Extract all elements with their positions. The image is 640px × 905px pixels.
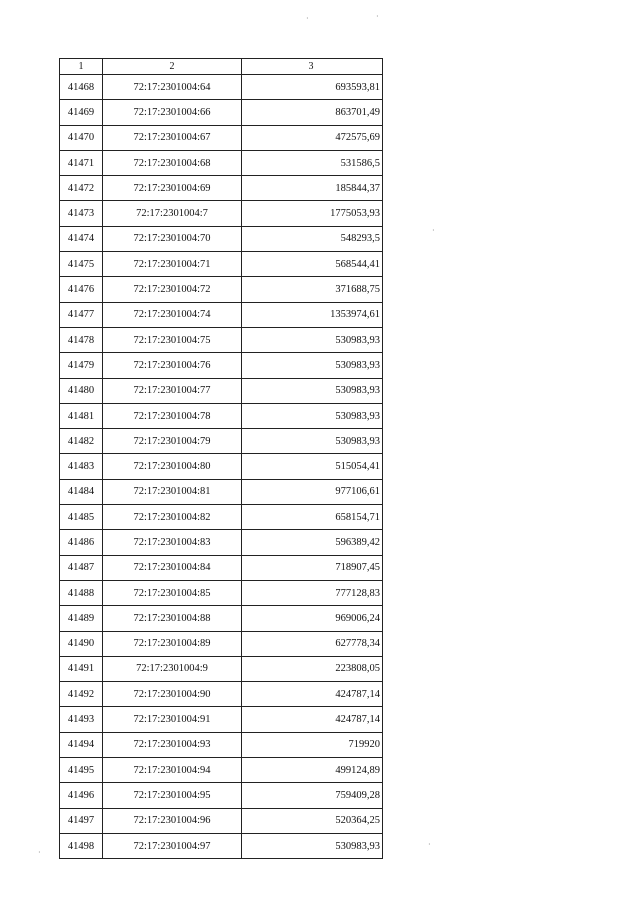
table-row xyxy=(60,150,383,175)
table-row xyxy=(60,176,383,201)
cadastral-number-cell: 72:17:2301004:67 xyxy=(103,125,242,150)
cadastral-number-cell: 72:17:2301004:68 xyxy=(103,150,242,175)
value-cell: 627778,34 xyxy=(242,631,383,656)
row-number-cell: 41479 xyxy=(60,353,103,378)
value-cell: 568544,41 xyxy=(242,252,383,277)
table-row xyxy=(60,429,383,454)
value-cell: 693593,81 xyxy=(242,75,383,100)
cadastral-number-cell: 72:17:2301004:88 xyxy=(103,606,242,631)
cadastral-number-cell: 72:17:2301004:94 xyxy=(103,758,242,783)
table-row xyxy=(60,530,383,555)
row-number-cell: 41497 xyxy=(60,808,103,833)
column-header: 3 xyxy=(242,59,383,75)
table-row xyxy=(60,555,383,580)
table-row xyxy=(60,378,383,403)
value-cell: 424787,14 xyxy=(242,682,383,707)
cadastral-number-cell: 72:17:2301004:85 xyxy=(103,580,242,605)
value-cell: 424787,14 xyxy=(242,707,383,732)
row-number-cell: 41493 xyxy=(60,707,103,732)
table-row xyxy=(60,656,383,681)
column-header: 1 xyxy=(60,59,103,75)
value-cell: 548293,5 xyxy=(242,226,383,251)
row-number-cell: 41487 xyxy=(60,555,103,580)
value-cell: 596389,42 xyxy=(242,530,383,555)
value-cell: 530983,93 xyxy=(242,327,383,352)
table-row xyxy=(60,631,383,656)
table-row xyxy=(60,833,383,858)
cadastral-number-cell: 72:17:2301004:77 xyxy=(103,378,242,403)
cadastral-number-cell: 72:17:2301004:81 xyxy=(103,479,242,504)
value-cell: 759409,28 xyxy=(242,783,383,808)
cadastral-number-cell: 72:17:2301004:78 xyxy=(103,403,242,428)
table-row xyxy=(60,732,383,757)
cadastral-number-cell: 72:17:2301004:7 xyxy=(103,201,242,226)
cadastral-number-cell: 72:17:2301004:69 xyxy=(103,176,242,201)
cadastral-number-cell: 72:17:2301004:64 xyxy=(103,75,242,100)
cadastral-number-cell: 72:17:2301004:91 xyxy=(103,707,242,732)
value-cell: 977106,61 xyxy=(242,479,383,504)
cadastral-number-cell: 72:17:2301004:82 xyxy=(103,505,242,530)
row-number-cell: 41488 xyxy=(60,580,103,605)
row-number-cell: 41486 xyxy=(60,530,103,555)
table-row xyxy=(60,327,383,352)
cadastral-number-cell: 72:17:2301004:9 xyxy=(103,656,242,681)
row-number-cell: 41472 xyxy=(60,176,103,201)
table-row xyxy=(60,302,383,327)
value-cell: 1353974,61 xyxy=(242,302,383,327)
value-cell: 530983,93 xyxy=(242,353,383,378)
row-number-cell: 41475 xyxy=(60,252,103,277)
cadastral-number-cell: 72:17:2301004:74 xyxy=(103,302,242,327)
row-number-cell: 41473 xyxy=(60,201,103,226)
cadastral-number-cell: 72:17:2301004:76 xyxy=(103,353,242,378)
table-row xyxy=(60,75,383,100)
cadastral-number-cell: 72:17:2301004:71 xyxy=(103,252,242,277)
row-number-cell: 41496 xyxy=(60,783,103,808)
row-number-cell: 41471 xyxy=(60,150,103,175)
table-row xyxy=(60,682,383,707)
row-number-cell: 41481 xyxy=(60,403,103,428)
value-cell: 520364,25 xyxy=(242,808,383,833)
value-cell: 223808,05 xyxy=(242,656,383,681)
table-row xyxy=(60,353,383,378)
table-row xyxy=(60,808,383,833)
value-cell: 530983,93 xyxy=(242,378,383,403)
cadastral-value-table xyxy=(59,58,383,859)
row-number-cell: 41491 xyxy=(60,656,103,681)
cadastral-number-cell: 72:17:2301004:95 xyxy=(103,783,242,808)
row-number-cell: 41477 xyxy=(60,302,103,327)
value-cell: 719920 xyxy=(242,732,383,757)
value-cell: 530983,93 xyxy=(242,403,383,428)
row-number-cell: 41494 xyxy=(60,732,103,757)
cadastral-number-cell: 72:17:2301004:79 xyxy=(103,429,242,454)
row-number-cell: 41495 xyxy=(60,758,103,783)
table-header-row xyxy=(60,59,383,75)
cadastral-number-cell: 72:17:2301004:84 xyxy=(103,555,242,580)
row-number-cell: 41485 xyxy=(60,505,103,530)
value-cell: 718907,45 xyxy=(242,555,383,580)
value-cell: 969006,24 xyxy=(242,606,383,631)
value-cell: 530983,93 xyxy=(242,429,383,454)
cadastral-number-cell: 72:17:2301004:90 xyxy=(103,682,242,707)
table-row xyxy=(60,707,383,732)
table-row xyxy=(60,783,383,808)
row-number-cell: 41482 xyxy=(60,429,103,454)
row-number-cell: 41492 xyxy=(60,682,103,707)
table-row xyxy=(60,100,383,125)
cadastral-number-cell: 72:17:2301004:97 xyxy=(103,833,242,858)
value-cell: 1775053,93 xyxy=(242,201,383,226)
row-number-cell: 41474 xyxy=(60,226,103,251)
scan-speck: · xyxy=(38,848,41,857)
table-row xyxy=(60,277,383,302)
scan-speck: · xyxy=(376,12,379,21)
scan-speck: · xyxy=(428,840,431,849)
cadastral-number-cell: 72:17:2301004:80 xyxy=(103,454,242,479)
table-body xyxy=(60,75,383,859)
table-row xyxy=(60,505,383,530)
value-cell: 530983,93 xyxy=(242,833,383,858)
cadastral-number-cell: 72:17:2301004:93 xyxy=(103,732,242,757)
cadastral-number-cell: 72:17:2301004:66 xyxy=(103,100,242,125)
value-cell: 499124,89 xyxy=(242,758,383,783)
row-number-cell: 41469 xyxy=(60,100,103,125)
row-number-cell: 41489 xyxy=(60,606,103,631)
cadastral-number-cell: 72:17:2301004:89 xyxy=(103,631,242,656)
column-header: 2 xyxy=(103,59,242,75)
cadastral-number-cell: 72:17:2301004:70 xyxy=(103,226,242,251)
table-row xyxy=(60,403,383,428)
row-number-cell: 41483 xyxy=(60,454,103,479)
row-number-cell: 41476 xyxy=(60,277,103,302)
value-cell: 531586,5 xyxy=(242,150,383,175)
table-row xyxy=(60,454,383,479)
row-number-cell: 41490 xyxy=(60,631,103,656)
table-row xyxy=(60,580,383,605)
row-number-cell: 41468 xyxy=(60,75,103,100)
value-cell: 777128,83 xyxy=(242,580,383,605)
cadastral-number-cell: 72:17:2301004:96 xyxy=(103,808,242,833)
value-cell: 658154,71 xyxy=(242,505,383,530)
row-number-cell: 41480 xyxy=(60,378,103,403)
value-cell: 185844,37 xyxy=(242,176,383,201)
row-number-cell: 41470 xyxy=(60,125,103,150)
table-row xyxy=(60,606,383,631)
row-number-cell: 41498 xyxy=(60,833,103,858)
value-cell: 515054,41 xyxy=(242,454,383,479)
scan-speck: · xyxy=(432,226,435,235)
value-cell: 371688,75 xyxy=(242,277,383,302)
value-cell: 863701,49 xyxy=(242,100,383,125)
table-row xyxy=(60,226,383,251)
cadastral-number-cell: 72:17:2301004:75 xyxy=(103,327,242,352)
table-row xyxy=(60,252,383,277)
table-row xyxy=(60,201,383,226)
scan-speck: · xyxy=(306,14,309,23)
row-number-cell: 41484 xyxy=(60,479,103,504)
table-row xyxy=(60,125,383,150)
value-cell: 472575,69 xyxy=(242,125,383,150)
cadastral-number-cell: 72:17:2301004:72 xyxy=(103,277,242,302)
table-row xyxy=(60,479,383,504)
cadastral-number-cell: 72:17:2301004:83 xyxy=(103,530,242,555)
table-row xyxy=(60,758,383,783)
row-number-cell: 41478 xyxy=(60,327,103,352)
